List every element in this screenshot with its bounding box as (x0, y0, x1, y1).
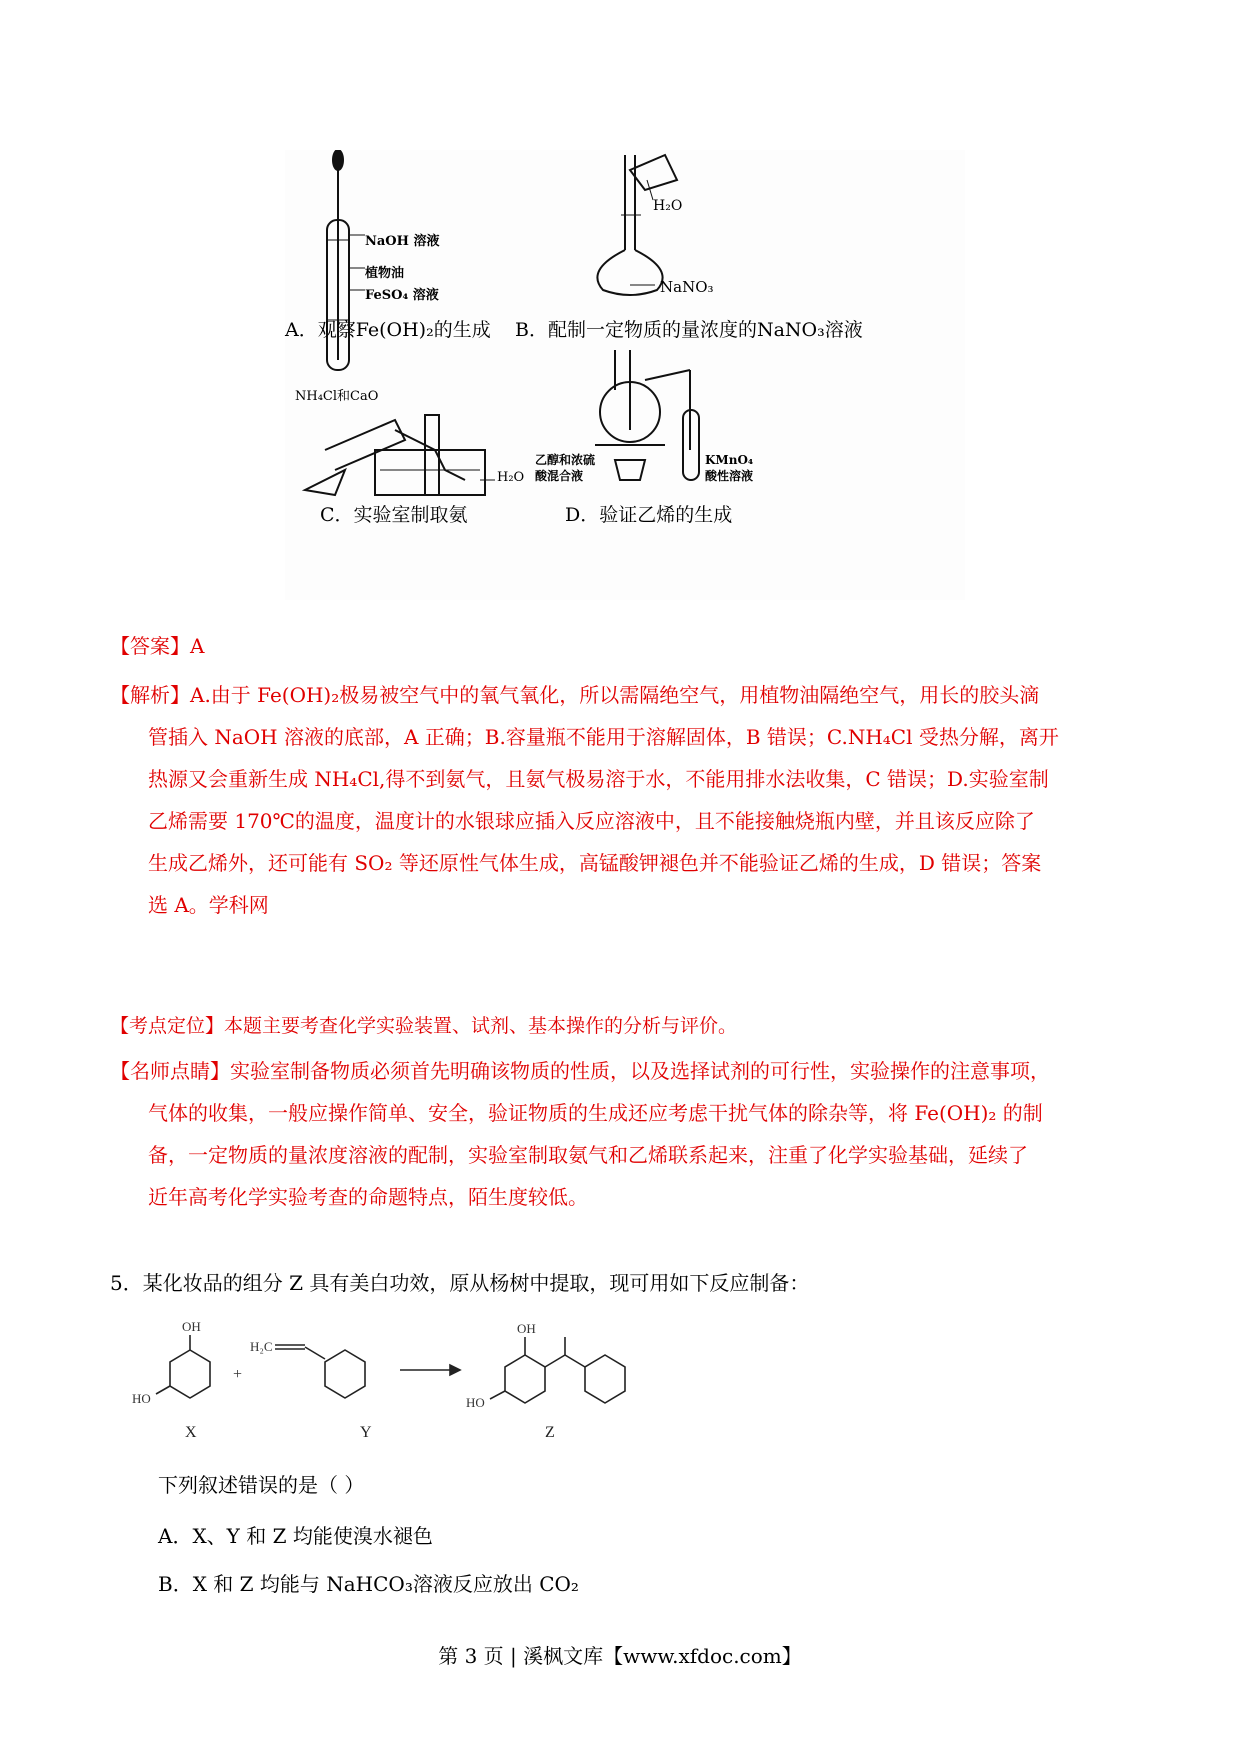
kaodian-line (110, 1005, 1140, 1047)
plus-sign: + (233, 1366, 243, 1383)
caption-d: D．验证乙烯的生成 (565, 504, 733, 526)
label-naoh: NaOH 溶液 (365, 234, 440, 249)
caption-c: C．实验室制取氨 (320, 504, 468, 526)
mol-z-ho: HO (466, 1395, 485, 1410)
label-h2o-b: H₂O (653, 198, 683, 214)
analysis-line-1: A.由于 Fe(OH)₂极易被空气中的氧气氧化，所以需隔绝空气，用植物油隔绝空气，用长的胶头滴 (190, 683, 1040, 707)
question5-option-b: B．X 和 Z 均能与 NaHCO₃溶液反应放出 CO₂ (158, 1572, 579, 1596)
analysis-line-4: 乙烯需要 170℃的温度，温度计的水银球应插入反应溶液中，且不能接触烧瓶内壁，并且该反应除了 (148, 809, 1035, 833)
mingshi-label: 【名师点睛】 (110, 1059, 230, 1083)
analysis-line-5: 生成乙烯外，还可能有 SO₂ 等还原性气体生成，高锰酸钾褪色并不能验证乙烯的生成，D 错误；答案 (148, 851, 1042, 875)
caption-b: B．配制一定物质的量浓度的NaNO₃溶液 (515, 319, 863, 341)
label-nh4cl-cao: NH₄Cl和CaO (295, 389, 379, 404)
answer-value: A (190, 634, 205, 658)
kaodian-label: 【考点定位】 (110, 1015, 225, 1037)
mol-x-label: X (185, 1424, 197, 1441)
analysis-block (110, 674, 1140, 926)
mol-y-h2c: H₂C (250, 1339, 273, 1354)
mingshi-line-4: 近年高考化学实验考查的命题特点，陌生度较低。 (148, 1185, 588, 1209)
mol-x-oh: OH (182, 1319, 201, 1334)
label-kmno4: KMnO₄酸性溶液 (705, 453, 754, 483)
answer-label: 【答案】 (110, 634, 190, 658)
caption-a: A．观察Fe(OH)₂的生成 (285, 319, 491, 341)
question5-prompt: 下列叙述错误的是（ ） (158, 1473, 365, 1497)
reaction-diagram (130, 1315, 730, 1455)
page-footer: 第 3 页 | 溪枫文库【www.xfdoc.com】 (438, 1644, 802, 1668)
answer-line (110, 625, 1140, 667)
label-feso4: FeSO₄ 溶液 (365, 288, 439, 303)
analysis-line-3: 热源又会重新生成 NH₄Cl,得不到氨气，且氨气极易溶于水，不能用排水法收集，C 错误；D.实验室制 (148, 767, 1049, 791)
apparatus-c (305, 415, 495, 495)
mol-z-oh: OH (517, 1321, 536, 1336)
mingshi-line-2: 气体的收集，一般应操作简单、安全，验证物质的生成还应考虑干扰气体的除杂等，将 Fe(OH)₂ 的制 (148, 1101, 1043, 1125)
mol-y-label: Y (360, 1424, 372, 1441)
question5-stem: 5．某化妆品的组分 Z 具有美白功效，原从杨树中提取，现可用如下反应制备： (110, 1271, 810, 1295)
question5-option-a: A．X、Y 和 Z 均能使溴水褪色 (158, 1524, 433, 1548)
analysis-line-2: 管插入 NaOH 溶液的底部，A 正确；B.容量瓶不能用于溶解固体，B 错误；C.NH₄Cl 受热分解，离开 (148, 725, 1059, 749)
label-oil: 植物油 (365, 266, 405, 281)
label-ethanol-acid: 乙醇和浓硫酸混合液 (535, 453, 596, 483)
mingshi-line-1: 实验室制备物质必须首先明确该物质的性质，以及选择试剂的可行性，实验操作的注意事项， (230, 1059, 1050, 1083)
mol-x-ho: HO (132, 1391, 151, 1406)
kaodian-text: 本题主要考查化学实验装置、试剂、基本操作的分析与评价。 (224, 1015, 738, 1037)
mingshi-line-3: 备，一定物质的量浓度溶液的配制，实验室制取氨气和乙烯联系起来，注重了化学实验基础，延续了 (148, 1143, 1028, 1167)
mingshi-block (110, 1050, 1140, 1218)
analysis-line-6: 选 A。学科网 (148, 893, 269, 917)
mol-z-label: Z (545, 1424, 555, 1441)
label-nano3: NaNO₃ (660, 278, 714, 296)
experiment-figure (285, 150, 965, 600)
analysis-label: 【解析】 (110, 683, 190, 707)
apparatus-d (595, 350, 699, 480)
apparatus-b (597, 155, 677, 295)
apparatus-diagram (285, 150, 965, 600)
label-h2o-c: H₂O (497, 470, 525, 485)
reaction-scheme (130, 1315, 730, 1455)
